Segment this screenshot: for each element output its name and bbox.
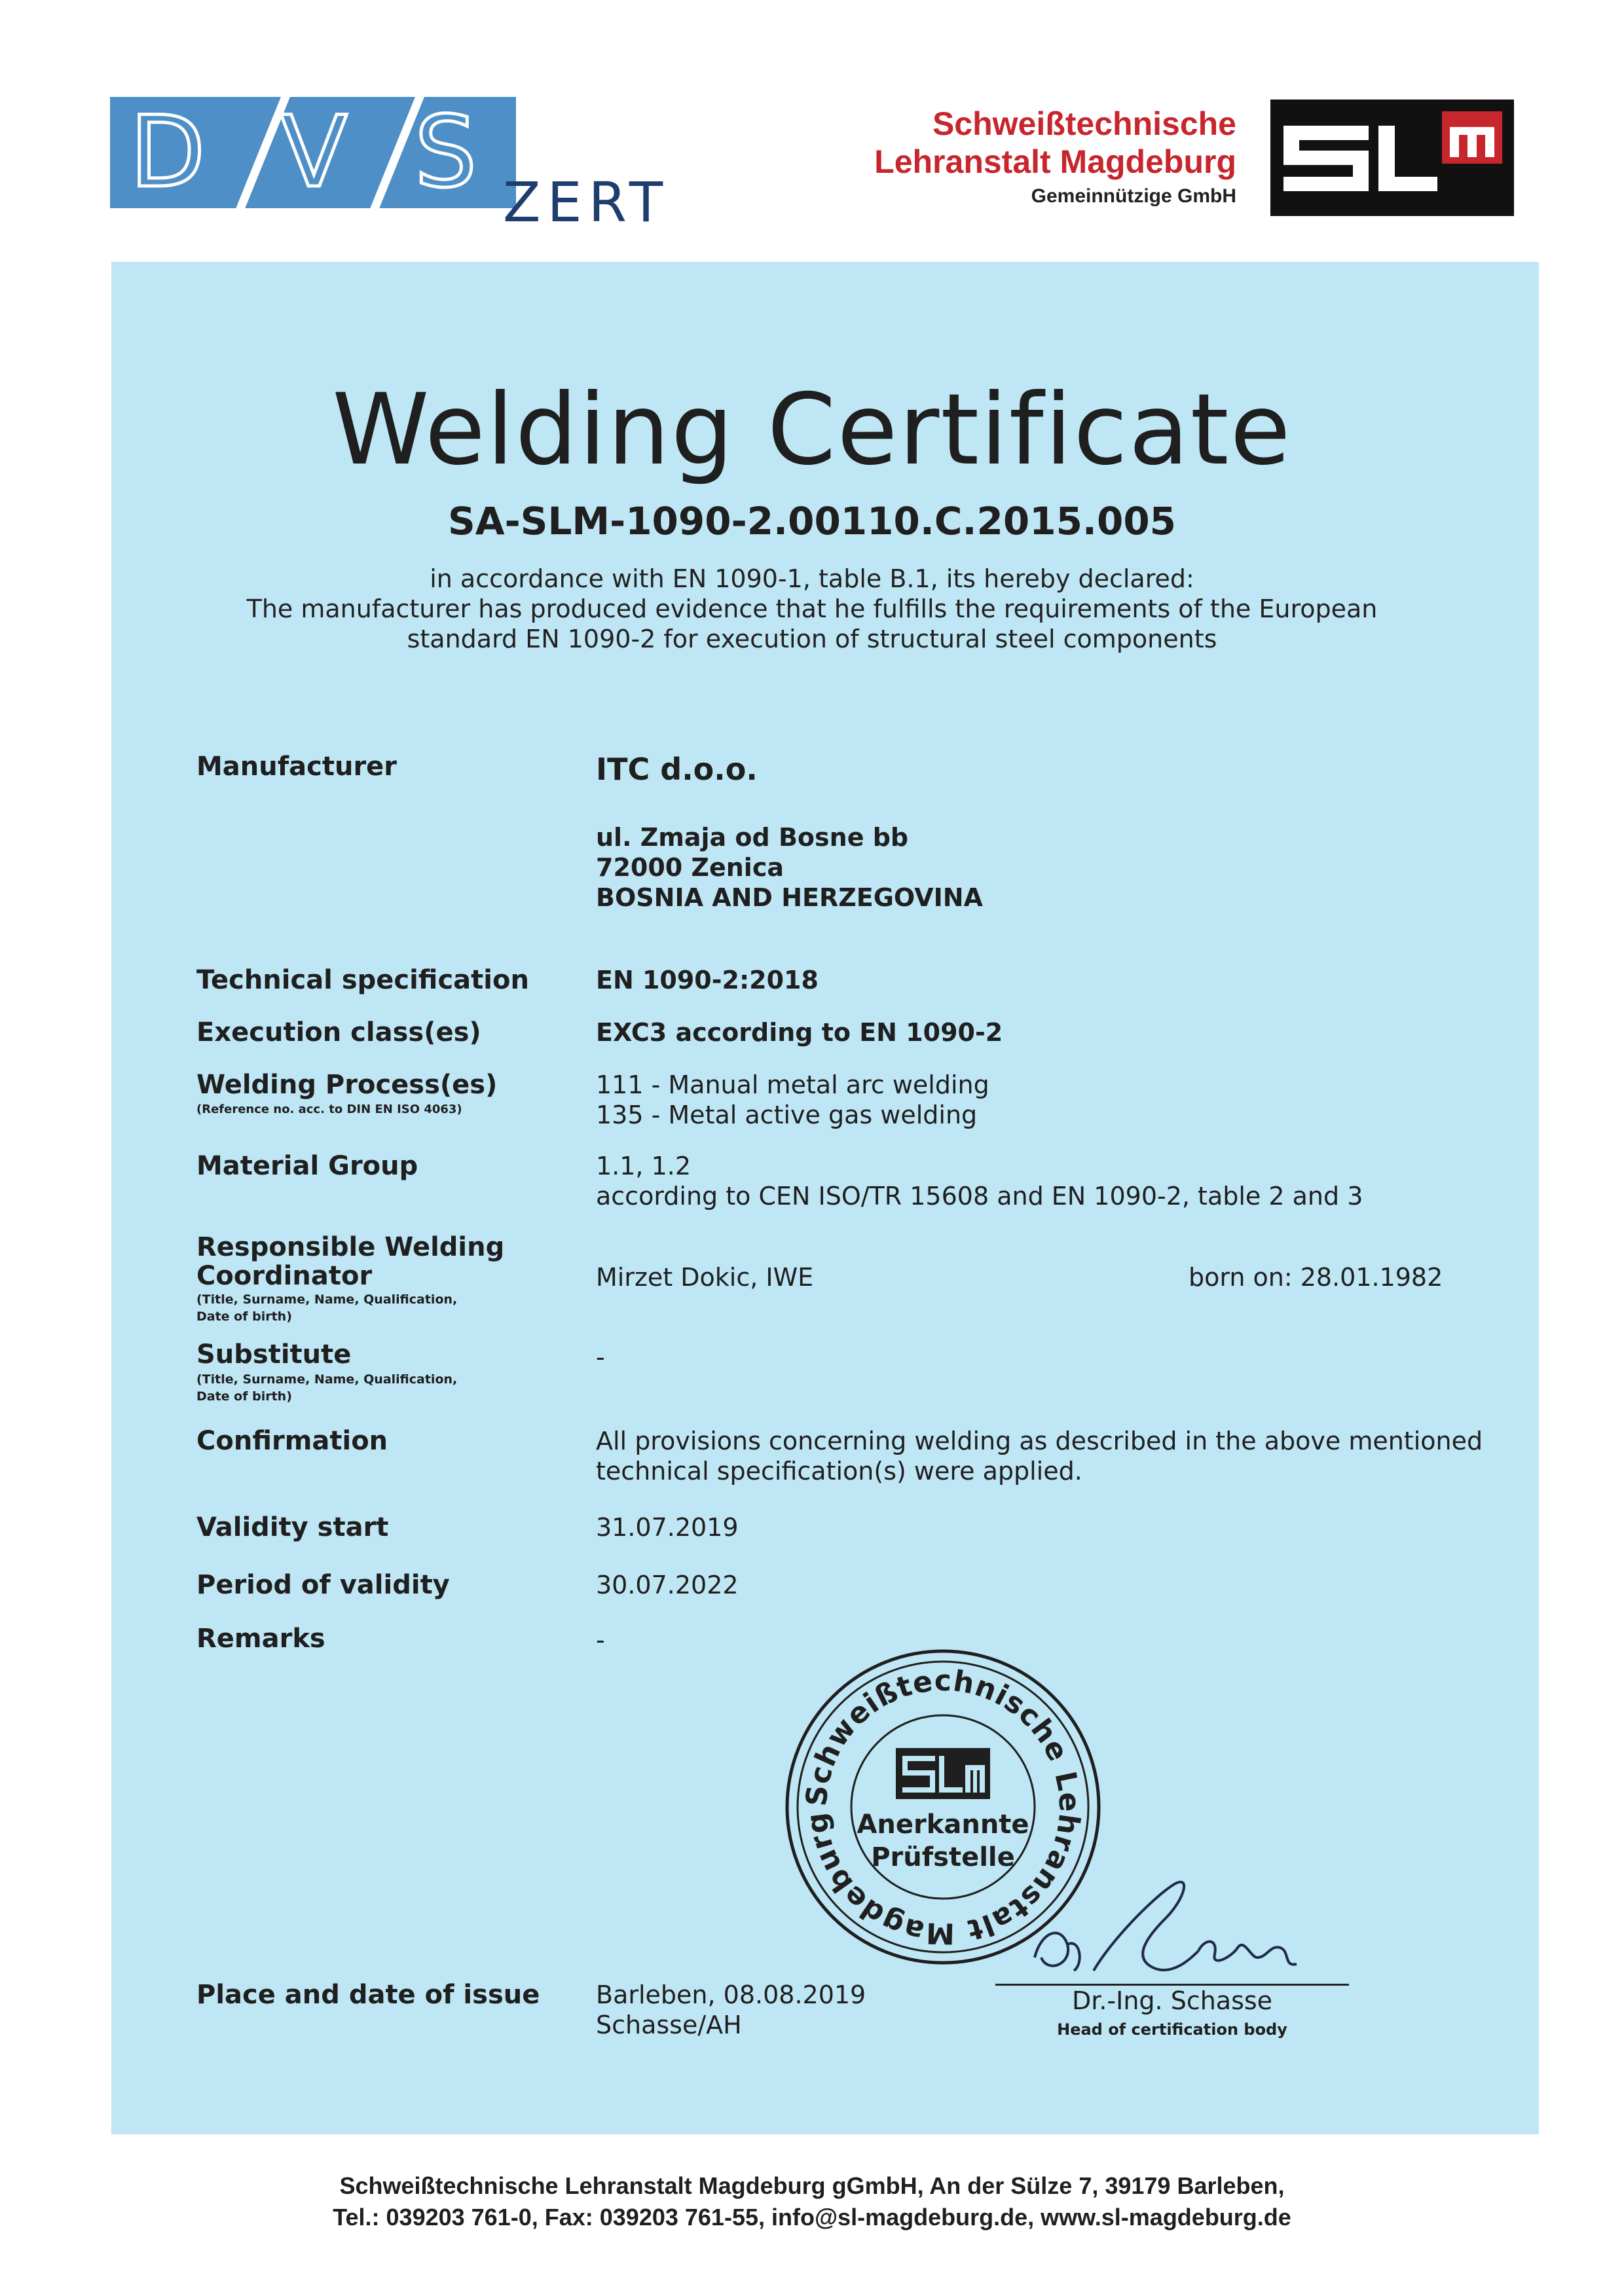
period-of-validity-value: 30.07.2022 [596, 1571, 739, 1599]
remarks-label: Remarks [196, 1624, 325, 1654]
validity-start-value: 31.07.2019 [596, 1513, 739, 1542]
dvs-zert-logo [110, 96, 670, 234]
coordinator-label-line2: Coordinator [196, 1261, 373, 1291]
remarks-value: - [596, 1626, 605, 1654]
manufacturer-address-line3: BOSNIA AND HERZEGOVINA [596, 883, 983, 912]
institute-name [874, 105, 1236, 212]
welding-process-value-1: 111 - Manual metal arc welding [596, 1070, 989, 1099]
period-of-validity-label: Period of validity [196, 1570, 450, 1600]
place-date-value-2: Schasse/AH [596, 2011, 742, 2039]
dvs-letter-v: V [280, 96, 348, 210]
place-date-value-1: Barleben, 08.08.2019 [596, 1980, 866, 2009]
signature-line [995, 1984, 1349, 1986]
substitute-sublabel-line2: Date of birth) [196, 1389, 292, 1404]
confirmation-label: Confirmation [196, 1426, 388, 1456]
signer-role: Head of certification body [1057, 2020, 1287, 2039]
coordinator-sublabel-line1: (Title, Surname, Name, Qualification, [196, 1292, 458, 1307]
validity-start-label: Validity start [196, 1512, 389, 1542]
stamp-center-line1: Anerkannte [857, 1810, 1029, 1840]
footer-contact-line: Tel.: 039203 761-0, Fax: 039203 761-55, info@sl-magdeburg.de, www.sl-magdeburg.de [333, 2204, 1291, 2231]
manufacturer-name: ITC d.o.o. [596, 752, 758, 787]
coordinator-sublabel-line2: Date of birth) [196, 1309, 292, 1324]
manufacturer-address-line1: ul. Zmaja od Bosne bb [596, 823, 909, 852]
institute-name-line1: Schweißtechnische [932, 105, 1236, 142]
signer-name: Dr.-Ing. Schasse [1071, 1986, 1273, 2015]
slm-logo-mark [1270, 100, 1514, 216]
coordinator-value: Mirzet Dokic, IWE [596, 1263, 814, 1292]
material-group-value-1: 1.1, 1.2 [596, 1152, 692, 1180]
stamp-center-line2: Prüfstelle [871, 1842, 1015, 1872]
welding-process-value-2: 135 - Metal active gas welding [596, 1101, 978, 1129]
dvs-letter-d: D [130, 96, 206, 210]
technical-specification-label: Technical specification [196, 965, 529, 995]
intro-line-2: The manufacturer has produced evidence that he fulfills the requirements of the European [246, 594, 1378, 623]
substitute-value: - [596, 1343, 605, 1372]
handwritten-signature [1022, 1859, 1310, 2003]
material-group-value-2: according to CEN ISO/TR 15608 and EN 1090-2, table 2 and 3 [596, 1182, 1363, 1211]
footer-address-line: Schweißtechnische Lehranstalt Magdeburg gGmbH, An der Sülze 7, 39179 Barleben, [339, 2172, 1285, 2199]
confirmation-value-2: technical specification(s) were applied. [596, 1457, 1082, 1485]
substitute-label: Substitute [196, 1339, 352, 1370]
welding-process-label: Welding Process(es) [196, 1070, 498, 1100]
execution-class-label: Execution class(es) [196, 1017, 481, 1048]
institute-legal-form: Gemeinnützige GmbH [1031, 185, 1236, 207]
dvs-letter-s: S [415, 96, 477, 210]
slm-logo [1270, 100, 1514, 216]
dvs-zert-text: ZERT [503, 170, 670, 234]
certificate-number: SA-SLM-1090-2.00110.C.2015.005 [447, 499, 1177, 543]
stamp-ring-text: Schweißtechnische Lehranstalt Magdeburg [800, 1664, 1086, 1950]
manufacturer-label: Manufacturer [196, 752, 397, 782]
technical-specification-value: EN 1090-2:2018 [596, 966, 819, 994]
manufacturer-address-line2: 72000 Zenica [596, 853, 784, 882]
material-group-label: Material Group [196, 1151, 418, 1181]
welding-process-sublabel: (Reference no. acc. to DIN EN ISO 4063) [196, 1102, 462, 1116]
coordinator-birthdate: born on: 28.01.1982 [1189, 1263, 1443, 1292]
intro-line-1: in accordance with EN 1090-1, table B.1, its hereby declared: [430, 564, 1194, 593]
substitute-sublabel-line1: (Title, Surname, Name, Qualification, [196, 1372, 458, 1387]
signature-graphic [1022, 1859, 1310, 2003]
execution-class-value: EXC3 according to EN 1090-2 [596, 1018, 1003, 1047]
place-date-label: Place and date of issue [196, 1980, 540, 2010]
confirmation-value-1: All provisions concerning welding as described in the above mentioned [596, 1427, 1483, 1455]
institute-name-line2: Lehranstalt Magdeburg [874, 143, 1236, 180]
coordinator-label-line1: Responsible Welding [196, 1232, 505, 1262]
intro-line-3: standard EN 1090-2 for execution of structural steel components [407, 625, 1217, 653]
certificate-title: Welding Certificate [332, 373, 1292, 487]
